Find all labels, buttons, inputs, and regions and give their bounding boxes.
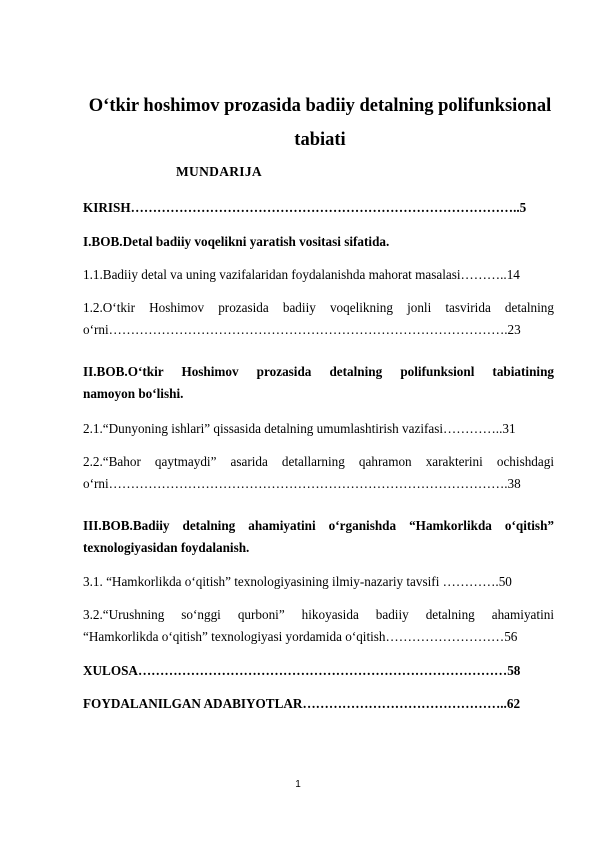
toc-entry-references: FOYDALANILGAN ADABIYOTLAR………………………………………..62: [83, 696, 521, 711]
toc-entry-section-2-2: [83, 451, 554, 495]
toc-entry-xulosa: XULOSA…………………………………………………………………………58: [83, 663, 521, 678]
title-line-2: tabiati: [294, 130, 346, 150]
toc-entry-chapter-3-line-1: III.BOB.Badiiy detalning ahamiyatini o‘rganishda “Hamkorlikda o‘qitish”: [83, 518, 554, 533]
toc-entry-section-2-2-line-2: o‘rni……………………………………………………………………………….38: [83, 476, 521, 491]
toc-entry-section-3-2: [83, 604, 554, 648]
toc-entry-chapter-3-line-2: texnologiyasidan foydalanish.: [83, 540, 250, 555]
toc-entry-chapter-1: I.BOB.Detal badiiy voqelikni yaratish vositasi sifatida.: [83, 234, 390, 249]
toc-entry-section-2-2-line-1: 2.2.“Bahor qaytmaydi” asarida detallarning qahramon xarakterini ochishdagi: [83, 454, 554, 469]
toc-entry-section-1-2-line-1: 1.2.O‘tkir Hoshimov prozasida badiiy voqelikning jonli tasvirida detalning: [83, 300, 554, 315]
toc-entry-section-3-1: 3.1. “Hamkorlikda o‘qitish” texnologiyasining ilmiy-nazariy tavsifi ………….50: [83, 574, 512, 589]
toc-heading: MUNDARIJA: [176, 164, 262, 179]
toc-entry-chapter-2-line-1: II.BOB.O‘tkir Hoshimov prozasida detalning polifunksionl tabiatining: [83, 364, 554, 379]
toc-entry-chapter-2: [83, 361, 554, 405]
document-title: [80, 89, 560, 157]
toc-entry-section-1-2-line-2: o‘rni……………………………………………………………………………….23: [83, 322, 521, 337]
toc-entry-section-2-1: 2.1.“Dunyoning ishlari” qissasida detalning umumlashtirish vazifasi…………..31: [83, 421, 516, 436]
toc-entry-chapter-3: [83, 515, 554, 559]
toc-entry-kirish: KIRISH……………………………………………………………………………..5: [83, 200, 527, 215]
toc-entry-section-1-1: 1.1.Badiiy detal va uning vazifalaridan foydalanishda mahorat masalasi………..14: [83, 267, 520, 282]
toc-entry-section-3-2-line-1: 3.2.“Urushning so‘nggi qurboni” hikoyasida badiiy detalning ahamiyatini: [83, 607, 554, 622]
title-line-1: O‘tkir hoshimov prozasida badiiy detalning polifunksional: [88, 96, 552, 116]
page-number: 1: [295, 779, 301, 790]
toc-entry-chapter-2-line-2: namoyon bo‘lishi.: [83, 386, 184, 401]
toc-entry-section-3-2-line-2: “Hamkorlikda o‘qitish” texnologiyasi yordamida o‘qitish………………………56: [83, 629, 518, 644]
toc-entry-section-1-2: [83, 297, 554, 341]
